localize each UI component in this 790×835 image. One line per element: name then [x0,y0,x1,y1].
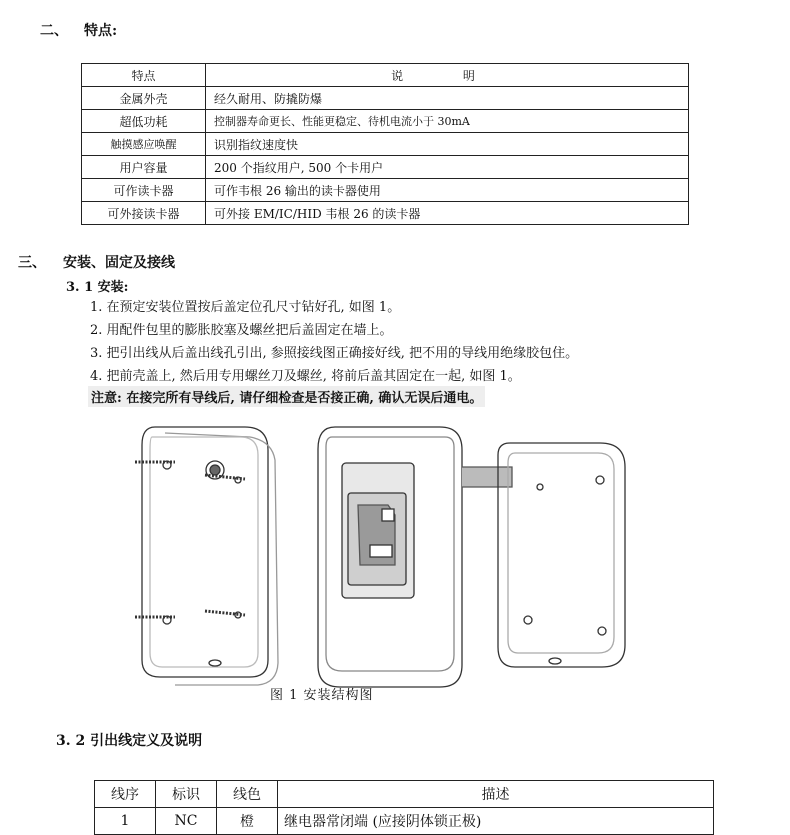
wire-label: NC [156,808,217,835]
subsection-3-1-title: 3. 1 安装: [66,280,129,295]
install-step: 3. 把引出线从后盖出线孔引出, 参照接线图正确接好线, 把不用的导线用绝缘胶包住。 [90,346,579,361]
feature-name: 用户容量 [82,156,206,179]
section-2-number: 二、 [40,23,68,39]
wire-table-header [95,781,714,808]
feature-name: 超低功耗 [82,110,206,133]
feature-description: 可外接 EM/IC/HID 韦根 26 的读卡器 [206,202,689,225]
table-row [82,110,689,133]
feature-name: 触摸感应唤醒 [82,133,206,156]
table-row [82,87,689,110]
install-step: 1. 在预定安装位置按后盖定位孔尺寸钻好孔, 如图 1。 [90,300,401,315]
wire-description: 继电器常闭端 (应接阴体锁正极) [278,808,714,835]
wire-header-description: 描述 [278,781,714,808]
section-3-title: 安装、固定及接线 [63,255,175,271]
feature-description: 控制器寿命更长、性能更稳定、待机电流小于 30mA [206,110,689,133]
features-table [81,63,689,225]
table-row [82,156,689,179]
feature-description: 识别指纹速度快 [206,133,689,156]
feature-description: 可作韦根 26 输出的读卡器使用 [206,179,689,202]
feature-name: 金属外壳 [82,87,206,110]
feature-name: 可外接读卡器 [82,202,206,225]
back-cover-left [142,427,278,685]
subsection-3-2-title: 3. 2 引出线定义及说明 [56,733,203,749]
table-row [95,808,714,835]
feature-description: 200 个指纹用户, 500 个卡用户 [206,156,689,179]
warning-note: 注意: 在接完所有导线后, 请仔细检查是否接正确, 确认无误后通电。 [88,386,485,407]
wire-color: 橙 [217,808,278,835]
table-row [82,202,689,225]
feature-description: 经久耐用、防撬防爆 [206,87,689,110]
screws-left [135,462,245,617]
front-unit [318,427,462,687]
install-step: 4. 把前壳盖上, 然后用专用螺丝刀及螺丝, 将前后盖其固定在一起, 如图 1。 [90,369,521,384]
features-table-header [82,64,689,87]
wire-definition-table [94,780,714,835]
section-3-heading [18,252,175,272]
section-2-title: 特点: [84,23,118,39]
section-3-number: 三、 [18,255,46,271]
wire-header-label: 标识 [156,781,217,808]
wire-sequence: 1 [95,808,156,835]
feature-name: 可作读卡器 [82,179,206,202]
install-steps [90,296,578,388]
features-header-feature: 特点 [82,64,206,87]
wire-header-color: 线色 [217,781,278,808]
install-step: 2. 用配件包里的膨胀胶塞及螺丝把后盖固定在墙上。 [90,323,393,338]
installation-diagram [120,415,685,710]
table-row [82,133,689,156]
figure-caption: 图 1 安装结构图 [270,688,374,703]
back-cover-right [462,443,625,667]
section-2-heading [40,20,117,40]
wire-header-sequence: 线序 [95,781,156,808]
table-row [82,179,689,202]
features-header-description: 说 明 [206,64,689,87]
